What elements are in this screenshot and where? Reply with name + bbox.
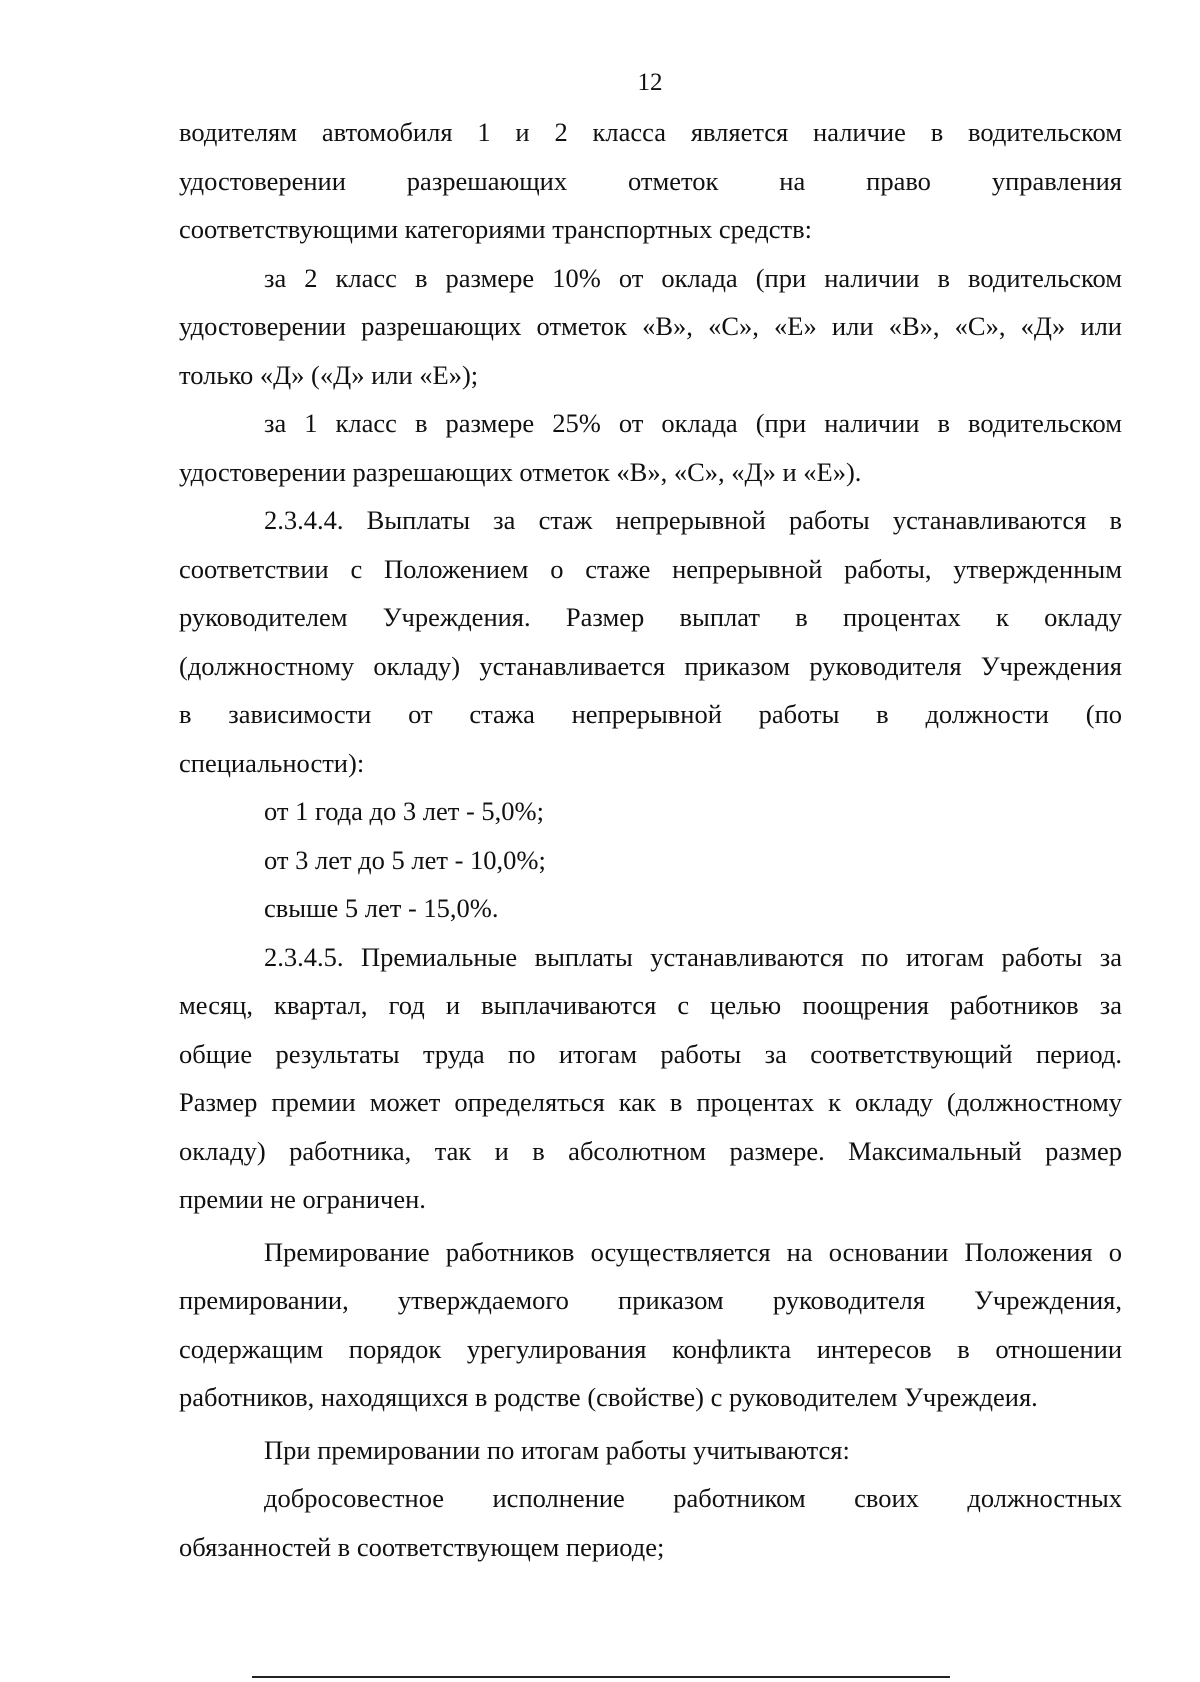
text-line: премировании, утверждаемого приказом руководителя Учреждения, [179, 1285, 1122, 1315]
text-line: удостоверении разрешающих отметок «В», «С», «Е» или «В», «С», «Д» или [179, 311, 1122, 341]
text-line: руководителем Учреждения. Размер выплат в процентах к окладу [179, 602, 1122, 632]
text-line: в зависимости от стажа непрерывной работы в должности (по [179, 699, 1122, 729]
text-line: При премировании по итогам работы учитываются: [264, 1434, 850, 1465]
paragraph-driver-license-continuation [179, 108, 1122, 254]
text-line: общие результаты труда по итогам работы за соответствующий период. [179, 1038, 1122, 1069]
text-line: Премирование работников осуществляется на основании Положения о [264, 1236, 1122, 1267]
seniority-item: от 3 лет до 5 лет - 10,0%; [264, 844, 546, 875]
text-line: (должностному окладу) устанавливается приказом руководителя Учреждения [179, 650, 1122, 681]
text-line: удостоверении разрешающих отметок на право управления [179, 165, 1122, 196]
text-line: 2.3.4.4. Выплаты за стаж непрерывной работы устанавливаются в [264, 505, 1122, 535]
text-line: премии не ограничен. [179, 1184, 426, 1214]
text-line: за 2 класс в размере 10% от оклада (при наличии в водительском [264, 262, 1122, 293]
paragraph-bonus-regulation [179, 1228, 1122, 1422]
text-line: работников, находящихся в родстве (свойстве) с руководителем Учреждеия. [179, 1382, 1038, 1412]
footer-divider [252, 1676, 950, 1678]
text-line: водителям автомобиля 1 и 2 класса является наличие в водительском [179, 117, 1122, 147]
text-line: месяц, квартал, год и выплачиваются с целью поощрения работников за [179, 990, 1122, 1020]
seniority-item: свыше 5 лет - 15,0%. [264, 893, 499, 923]
text-line: специальности): [179, 747, 365, 778]
text-line: Размер премии может определяться как в процентах к окладу (должностному [179, 1087, 1122, 1117]
paragraph-2-3-4-4 [179, 496, 1122, 787]
paragraph-bonus-criteria [179, 1426, 1122, 1475]
paragraph-class-1 [179, 399, 1122, 496]
text-line: соответствующими категориями транспортных средств: [179, 214, 812, 244]
seniority-item: от 1 года до 3 лет - 5,0%; [264, 796, 544, 826]
text-line: окладу) работника, так и в абсолютном размере. Максимальный размер [179, 1135, 1122, 1166]
text-line: за 1 класс в размере 25% от оклада (при наличии в водительском [264, 408, 1122, 438]
paragraph-class-2 [179, 254, 1122, 400]
paragraph-conscientious-performance [179, 1474, 1122, 1571]
document-body [179, 108, 1122, 1571]
text-line: только «Д» («Д» или «Е»); [179, 359, 479, 390]
text-line: обязанностей в соответствующем периоде; [179, 1531, 665, 1562]
text-line: удостоверении разрешающих отметок «В», «С», «Д» и «Е»). [179, 456, 862, 487]
page-number: 12 [637, 69, 663, 96]
text-line: 2.3.4.5. Премиальные выплаты устанавливаются по итогам работы за [264, 941, 1122, 972]
text-line: добросовестное исполнение работником своих должностных [264, 1483, 1122, 1513]
paragraph-2-3-4-5 [179, 933, 1122, 1224]
text-line: соответствии с Положением о стаже непрерывной работы, утвержденным [179, 553, 1122, 584]
text-line: содержащим порядок урегулирования конфликта интересов в отношении [179, 1333, 1122, 1364]
